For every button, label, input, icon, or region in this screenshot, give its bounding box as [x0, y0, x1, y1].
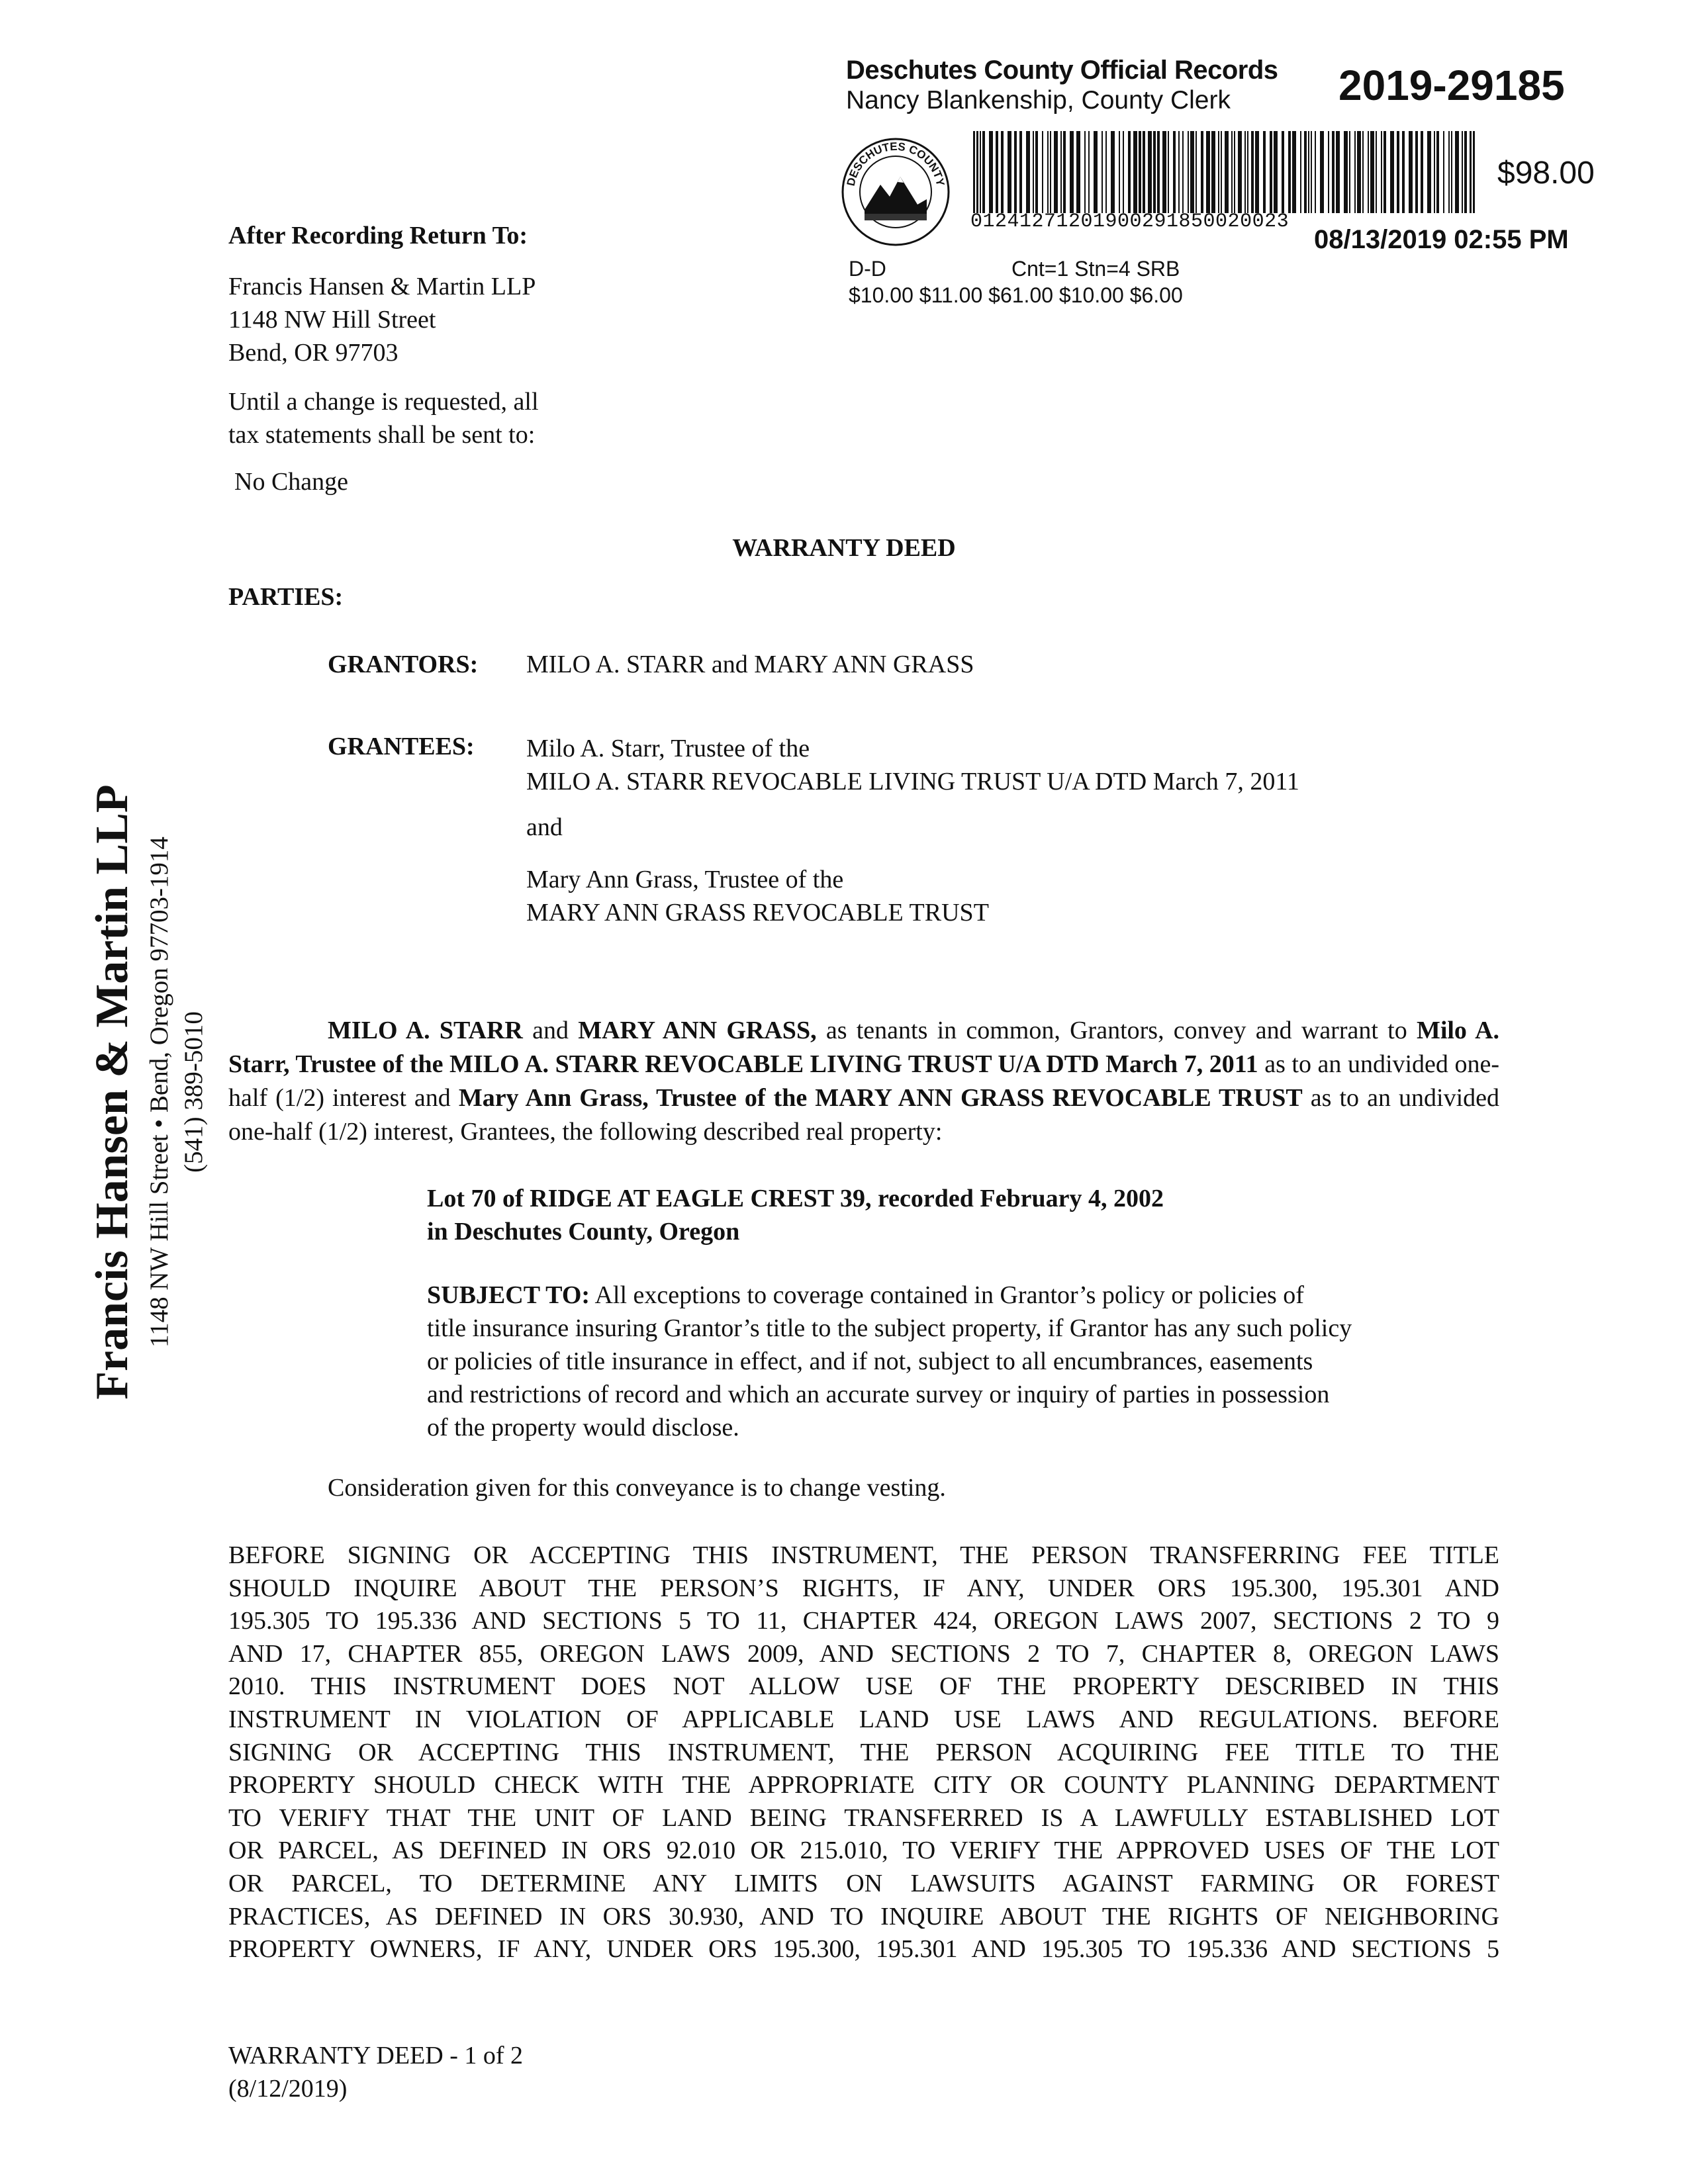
statutory-notice — [228, 1539, 1499, 1966]
notice-line: TO VERIFY THAT THE UNIT OF LAND BEING TRANSFERRED IS A LAWFULLY ESTABLISHED LOT — [228, 1803, 1499, 1832]
grantors-value: MILO A. STARR and MARY ANN GRASS — [526, 651, 974, 678]
notice-line: PROPERTY OWNERS, IF ANY, UNDER ORS 195.300, 195.301 AND 195.305 TO 195.336 AND SECTIONS 5 — [228, 1935, 1499, 1964]
notice-line: OR PARCEL, TO DETERMINE ANY LIMITS ON LAWSUITS AGAINST FARMING OR FOREST — [228, 1869, 1499, 1897]
tax-statement-notice — [228, 385, 539, 451]
notice-line: PRACTICES, AS DEFINED IN ORS 30.930, AND TO INQUIRE ABOUT THE RIGHTS OF NEIGHBORING — [228, 1902, 1499, 1931]
conveyance-segment: Mary Ann Grass, Trustee of the MARY ANN GRASS REVOCABLE TRUST — [458, 1084, 1303, 1112]
address-line: Bend, OR 97703 — [228, 339, 399, 367]
address-line: Francis Hansen & Martin LLP — [228, 273, 536, 300]
notice-line: BEFORE SIGNING OR ACCEPTING THIS INSTRUMENT, THE PERSON TRANSFERRING FEE TITLE — [228, 1541, 1499, 1569]
conveyance-segment: as to an undivided one-half (1/2) interest and — [228, 1050, 1499, 1112]
legal-description-line: in Deschutes County, Oregon — [427, 1218, 740, 1246]
county-seal-icon — [839, 136, 952, 248]
tax-notice-line: Until a change is requested, all — [228, 388, 539, 416]
barcode — [973, 131, 1476, 213]
return-to-address — [228, 270, 536, 369]
page-footer-title: WARRANTY DEED - 1 of 2 — [228, 2042, 524, 2070]
grantee-line: Mary Ann Grass, Trustee of the — [526, 866, 844, 893]
tax-notice-line: tax statements shall be sent to: — [228, 421, 536, 449]
record-number: 2019-29185 — [1338, 62, 1565, 109]
subject-to-label: SUBJECT TO: — [427, 1281, 590, 1309]
document-title: WARRANTY DEED — [732, 534, 956, 562]
notice-line: AND 17, CHAPTER 855, OREGON LAWS 2009, AND SECTIONS 2 TO 7, CHAPTER 8, OREGON LAWS — [228, 1639, 1499, 1668]
conveyance-segment: and — [522, 1017, 579, 1044]
parties-heading: PARTIES: — [228, 583, 344, 611]
grantee-conjunction: and — [526, 813, 563, 841]
grantees-label: GRANTEES: — [328, 733, 475, 760]
notice-line: PROPERTY SHOULD CHECK WITH THE APPROPRIATE CITY OR COUNTY PLANNING DEPARTMENT — [228, 1771, 1499, 1799]
grantee-line: MILO A. STARR REVOCABLE LIVING TRUST U/A DTD March 7, 2011 — [526, 768, 1299, 796]
notice-line: 2010. THIS INSTRUMENT DOES NOT ALLOW USE OF THE PROPERTY DESCRIBED IN THIS — [228, 1672, 1499, 1701]
subject-to-line: All exceptions to coverage contained in Grantor’s policy or policies of — [594, 1281, 1304, 1309]
recording-fee: $98.00 — [1497, 156, 1595, 191]
grantee-1 — [526, 732, 1299, 798]
legal-description — [427, 1182, 1420, 1248]
subject-to-line: and restrictions of record and which an accurate survey or inquiry of parties in possession — [427, 1381, 1330, 1408]
side-firm-address: 1148 NW Hill Street • Bend, Oregon 97703-1914 — [145, 837, 173, 1347]
grantors-label: GRANTORS: — [328, 651, 479, 678]
conveyance-paragraph — [228, 1014, 1499, 1149]
recording-office: Deschutes County Official Records — [846, 56, 1278, 85]
page-footer-date: (8/12/2019) — [228, 2075, 348, 2103]
consideration-statement: Consideration given for this conveyance is to change vesting. — [328, 1474, 946, 1502]
notice-line: OR PARCEL, AS DEFINED IN ORS 92.010 OR 215.010, TO VERIFY THE APPROVED USES OF THE LOT — [228, 1837, 1499, 1865]
recording-counts: Cnt=1 Stn=4 SRB — [1011, 257, 1180, 281]
notice-line: SIGNING OR ACCEPTING THIS INSTRUMENT, THE PERSON ACQUIRING FEE TITLE TO THE — [228, 1738, 1499, 1766]
recorded-datetime: 08/13/2019 02:55 PM — [1314, 225, 1569, 254]
conveyance-segment: as to an undivided one-half (1/2) interest, Grantees, the following described real property: — [228, 1084, 1499, 1146]
county-clerk: Nancy Blankenship, County Clerk — [846, 86, 1231, 114]
fee-breakdown: $10.00 $11.00 $61.00 $10.00 $6.00 — [849, 283, 1183, 307]
grantee-line: Milo A. Starr, Trustee of the — [526, 735, 810, 762]
svg-text:DESCHUTES COUNTY — [845, 140, 947, 188]
notice-line: SHOULD INQUIRE ABOUT THE PERSON’S RIGHTS, IF ANY, UNDER ORS 195.300, 195.301 AND — [228, 1574, 1499, 1602]
conveyance-segment: Milo A. Starr, Trustee of the MILO A. STARR REVOCABLE LIVING TRUST U/A DTD March 7, 2011 — [228, 1017, 1500, 1078]
address-line: 1148 NW Hill Street — [228, 306, 436, 334]
subject-to-line: or policies of title insurance in effect, and if not, subject to all encumbrances, easements — [427, 1347, 1313, 1375]
document-type-code: D-D — [849, 257, 886, 281]
grantee-line: MARY ANN GRASS REVOCABLE TRUST — [526, 899, 989, 927]
grantee-2 — [526, 863, 989, 929]
side-firm-name: Francis Hansen & Martin LLP — [87, 784, 138, 1400]
conveyance-segment: as tenants in common, Grantors, convey and warrant to — [816, 1017, 1417, 1044]
subject-to-line: of the property would disclose. — [427, 1414, 739, 1441]
conveyance-segment: MARY ANN GRASS, — [578, 1017, 817, 1044]
side-firm-phone: (541) 389-5010 — [179, 1011, 208, 1173]
subject-to-line: title insurance insuring Grantor’s title to the subject property, if Grantor has any such policy — [427, 1314, 1352, 1342]
return-to-heading: After Recording Return To: — [228, 222, 528, 250]
conveyance-segment: MILO A. STARR — [328, 1017, 523, 1044]
notice-line: INSTRUMENT IN VIOLATION OF APPLICABLE LAND USE LAWS AND REGULATIONS. BEFORE — [228, 1705, 1499, 1733]
legal-description-line: Lot 70 of RIDGE AT EAGLE CREST 39, recorded February 4, 2002 — [427, 1185, 1164, 1212]
tax-statement-recipient: No Change — [234, 468, 349, 496]
barcode-number: 01241271201900291850020023 — [970, 210, 1289, 233]
seal-text: DESCHUTES COUNTY — [844, 140, 947, 187]
subject-to-paragraph — [427, 1279, 1407, 1444]
notice-line: 195.305 TO 195.336 AND SECTIONS 5 TO 11, CHAPTER 424, OREGON LAWS 2007, SECTIONS 2 TO 9 — [228, 1607, 1499, 1635]
